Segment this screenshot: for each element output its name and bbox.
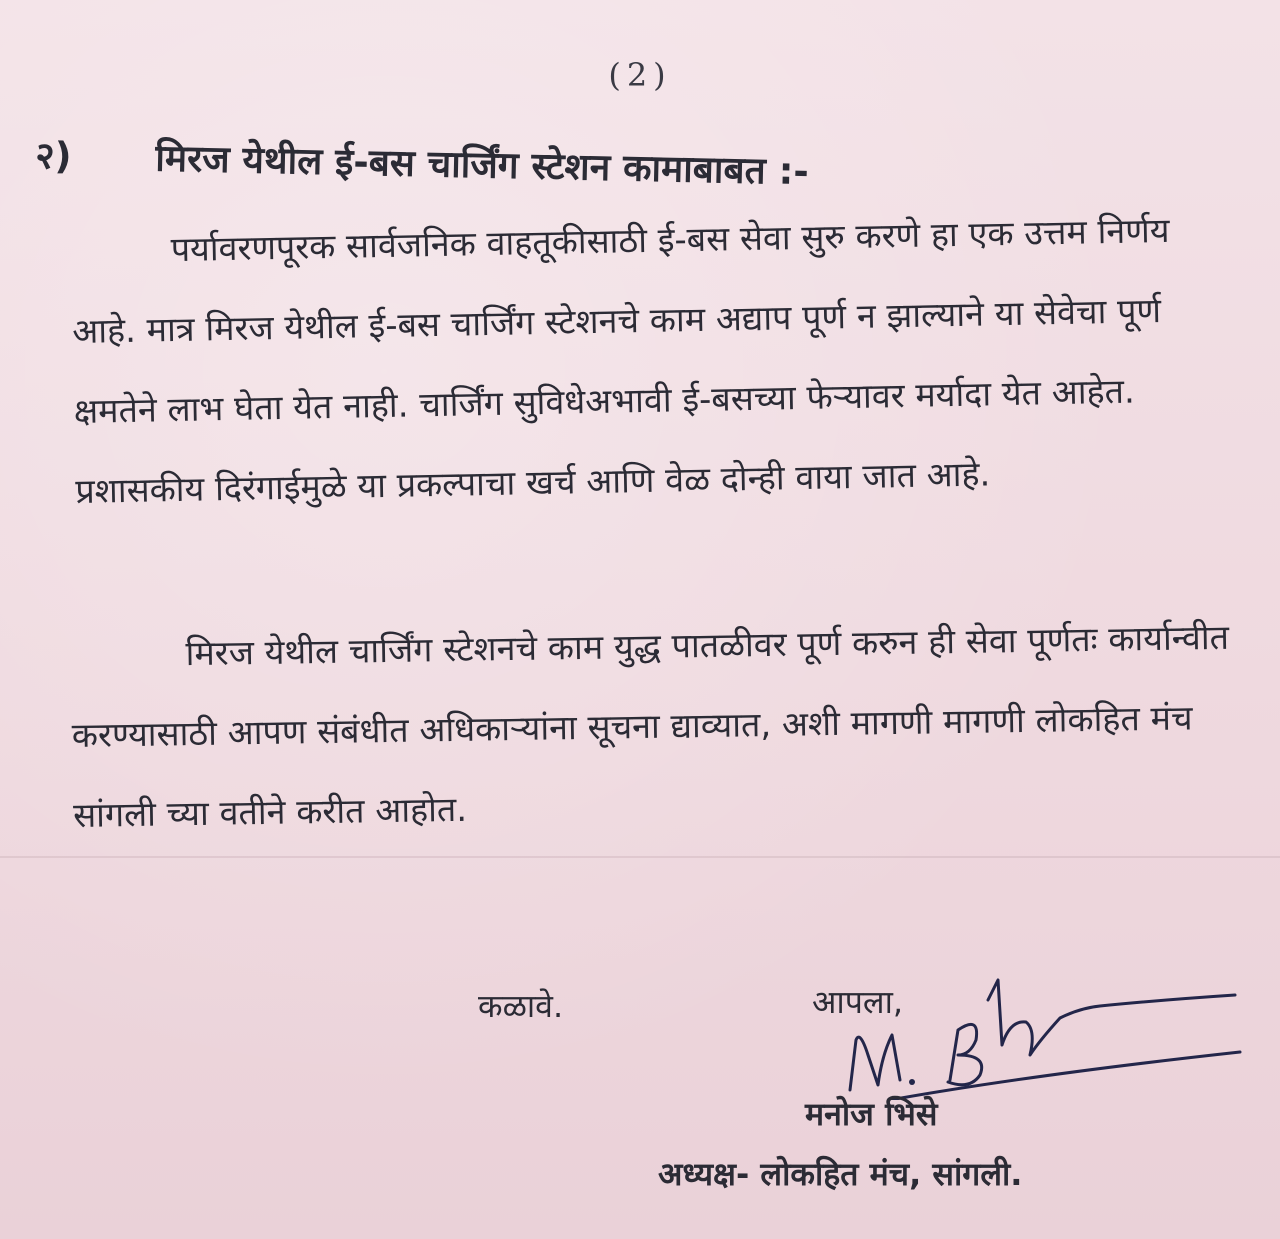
- paragraph-1: पर्यावरणपूरक सार्वजनिक वाहतूकीसाठी ई-बस सेवा सुरु करणे हा एक उत्तम निर्णय आहे. मात्र मिरज येथील ई-बस चार्जिंग स्टेशनचे काम अद्याप पूर्ण न झाल्याने या सेवेचा पूर्ण क्षमतेने लाभ घेता येत नाही. चार्जिंग सुविधेअभावी ई-बसच्या फेऱ्यावर मर्यादा येत आहेत. प्रशासकीय दिरंगाईमुळे या प्रकल्पाचा खर्च आणि वेळ दोन्ही वाया जात आहे.: [71, 210, 1170, 512]
- handwritten-signature: [830, 960, 1260, 1100]
- paper-fold-line: [0, 856, 1280, 858]
- section-title: मिरज येथील ई-बस चार्जिंग स्टेशन कामाबाबत :-: [154, 136, 810, 194]
- paragraph-2: मिरज येथील चार्जिंग स्टेशनचे काम युद्ध पातळीवर पूर्ण करुन ही सेवा पूर्णतः कार्यान्वीत करण्यासाठी आपण संबंधीत अधिकाऱ्यांना सूचना द्याव्यात, अशी मागणी मागणी लोकहित मंच सांगली च्या वतीने करीत आहोत.: [71, 617, 1230, 836]
- closing-salutation: कळावे.: [478, 987, 564, 1025]
- page-number: (2): [608, 56, 672, 94]
- section-number: २): [34, 133, 73, 178]
- signer-name: मनोज भिसे: [805, 1095, 938, 1133]
- closing-yours: आपला,: [812, 983, 904, 1021]
- signer-title: अध्यक्ष- लोकहित मंच, सांगली.: [658, 1155, 1023, 1193]
